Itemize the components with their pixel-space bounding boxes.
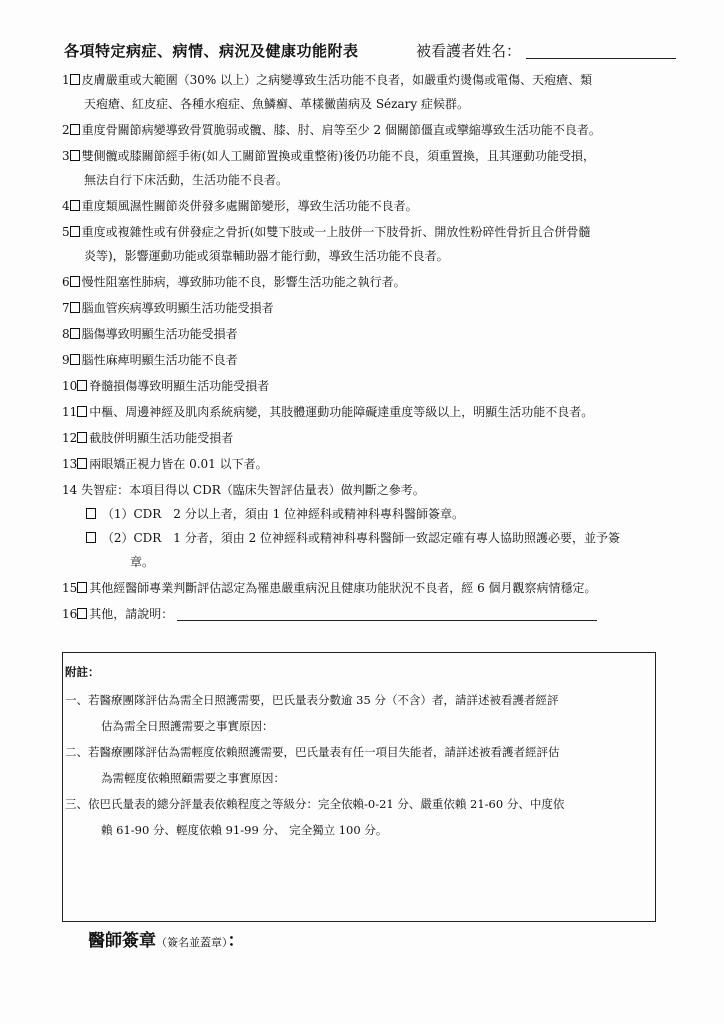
- item-14-label: 14 失智症：本項目得以 CDR（臨床失智評估量表）做判斷之參考。: [62, 483, 425, 497]
- checkbox[interactable]: [86, 508, 96, 519]
- item-12: [62, 426, 702, 450]
- note-text: 二、若醫療團隊評估為需輕度依賴照護需要，巴氏量表有任一項目失能者，請詳述被看護者經評估: [65, 745, 560, 759]
- checkbox[interactable]: [77, 608, 87, 619]
- item-text: 中樞、周邊神經及肌肉系統病變，其肢體運動功能障礙達重度等級以上，明顯生活功能不良者。: [89, 405, 594, 419]
- item-text: 重度骨關節病變導致骨質脆弱或髖、膝、肘、肩等至少 2 個關節僵直或攣縮導致生活功能不良者。: [81, 123, 601, 137]
- item-number: 12: [62, 431, 78, 445]
- checkbox[interactable]: [70, 124, 80, 135]
- checkbox[interactable]: [77, 458, 87, 469]
- item-number: 10: [62, 379, 78, 393]
- checkbox[interactable]: [70, 354, 80, 365]
- note-item: [65, 687, 649, 739]
- signature-note: （簽名並蓋章）: [156, 936, 228, 949]
- item-7: [62, 296, 702, 320]
- item-3: [62, 144, 702, 192]
- item-15-text: 其他經醫師專業判斷評估認定為罹患嚴重病況且健康功能狀況不良者，經 6 個月觀察病情穩定。: [89, 581, 597, 595]
- checkbox[interactable]: [77, 582, 87, 593]
- item-number: 4: [62, 199, 70, 213]
- notes-title: 附註：: [65, 665, 100, 679]
- condition-list: [62, 68, 702, 628]
- item-number: 6: [62, 275, 70, 289]
- item-number: 9: [62, 353, 70, 367]
- item-text: 重度類風濕性關節炎併發多處關節變形，導致生活功能不良者。: [81, 199, 418, 213]
- item-text: 雙側髖或膝關節經手術(如人工關節置換或重整術)後仍功能不良，須重置換，且其運動功能受損，: [81, 149, 596, 163]
- item-number: 5: [62, 225, 70, 239]
- item-14-sub-1-text: （1）CDR 2 分以上者，須由 1 位神經科或精神科專科醫師簽章。: [101, 507, 465, 521]
- item-14-sub-2-cont: 章。: [130, 555, 155, 569]
- checkbox[interactable]: [70, 74, 80, 85]
- form-header: [64, 40, 684, 64]
- checkbox[interactable]: [77, 406, 87, 417]
- item-number: 7: [62, 301, 70, 315]
- item-text: 腦傷導致明顯生活功能受損者: [81, 327, 238, 341]
- note-text-continued: 為需輕度依賴照顧需要之事實原因：: [101, 771, 285, 785]
- item-14: [62, 478, 702, 574]
- item-6: [62, 270, 702, 294]
- note-item: [65, 791, 649, 843]
- item-text: 截肢併明顯生活功能受損者: [89, 431, 234, 445]
- item-number: 16: [62, 607, 78, 621]
- checkbox[interactable]: [70, 226, 80, 237]
- checkbox[interactable]: [70, 302, 80, 313]
- item-10: [62, 374, 702, 398]
- item-number: 8: [62, 327, 70, 341]
- form-title: 各項特定病症、病情、病況及健康功能附表: [64, 42, 359, 60]
- item-2: [62, 118, 702, 142]
- item-text: 皮膚嚴重或大範圍（30% 以上）之病變導致生活功能不良者，如嚴重灼燙傷或電傷、天疱瘡、類: [81, 73, 593, 87]
- item-text-continued: 天疱瘡、紅皮症、各種水疱症、魚鱗癬、革樣黴菌病及 Sézary 症候群。: [84, 97, 469, 111]
- item-text: 兩眼矯正視力皆在 0.01 以下者。: [89, 457, 268, 471]
- item-4: [62, 194, 702, 218]
- item-text-continued: 無法自行下床活動，生活功能不良者。: [84, 173, 289, 187]
- item-14-sub-2: [62, 526, 702, 574]
- item-16: [62, 602, 702, 626]
- item-number: 15: [62, 581, 78, 595]
- patient-name-label: 被看護者姓名：: [416, 42, 522, 60]
- item-text: 重度或複雜性或有併發症之骨折(如雙下肢或一上肢併一下肢骨折、開放性粉碎性骨折且合併骨髓: [81, 225, 591, 239]
- item-1: [62, 68, 702, 116]
- checkbox[interactable]: [77, 380, 87, 391]
- item-13: [62, 452, 702, 476]
- item-16-text: 其他，請說明：: [89, 607, 174, 621]
- note-text: 三、依巴氏量表的總分評量表依賴程度之等級分：完全依賴-0-21 分、嚴重依賴 21-60 分、中度依: [65, 797, 565, 811]
- checkbox[interactable]: [86, 532, 96, 543]
- item-11: [62, 400, 702, 424]
- signature-colon: ：: [227, 931, 245, 951]
- item-15: [62, 576, 702, 600]
- item-number: 3: [62, 149, 70, 163]
- patient-name-field[interactable]: [526, 58, 676, 59]
- signature-label: 醫師簽章: [88, 931, 156, 951]
- note-text-continued: 賴 61-90 分、輕度依賴 91-99 分、 完全獨立 100 分。: [101, 823, 388, 837]
- other-explanation-field[interactable]: [177, 620, 597, 621]
- item-8: [62, 322, 702, 346]
- item-text: 腦性麻痺明顯生活功能不良者: [81, 353, 238, 367]
- checkbox[interactable]: [70, 276, 80, 287]
- item-number: 2: [62, 123, 70, 137]
- item-number: 13: [62, 457, 78, 471]
- item-14-sub-2-text: （2）CDR 1 分者，須由 2 位神經科或精神科專科醫師一致認定確有專人協助照護必要，並予簽: [101, 531, 621, 545]
- item-text: 慢性阻塞性肺病，導致肺功能不良，影響生活功能之執行者。: [81, 275, 406, 289]
- notes-box: [62, 652, 656, 922]
- checkbox[interactable]: [70, 328, 80, 339]
- note-item: [65, 739, 649, 791]
- item-text-continued: 炎等)，影響運動功能或須靠輔助器才能行動，導致生活功能不良者。: [84, 249, 449, 263]
- checkbox[interactable]: [77, 432, 87, 443]
- item-number: 1: [62, 73, 70, 87]
- item-text: 腦血管疾病導致明顯生活功能受損者: [81, 301, 274, 315]
- item-14-sub-1: [62, 502, 702, 526]
- item-text: 脊髓損傷導致明顯生活功能受損者: [89, 379, 270, 393]
- checkbox[interactable]: [70, 150, 80, 161]
- item-number: 11: [62, 405, 78, 419]
- item-5: [62, 220, 702, 268]
- item-9: [62, 348, 702, 372]
- checkbox[interactable]: [70, 200, 80, 211]
- doctor-signature: [88, 926, 245, 951]
- note-text: 一、若醫療團隊評估為需全日照護需要，巴氏量表分數逾 35 分（不含）者，請詳述被看護者經評: [65, 693, 559, 707]
- note-text-continued: 估為需全日照護需要之事實原因：: [101, 719, 274, 733]
